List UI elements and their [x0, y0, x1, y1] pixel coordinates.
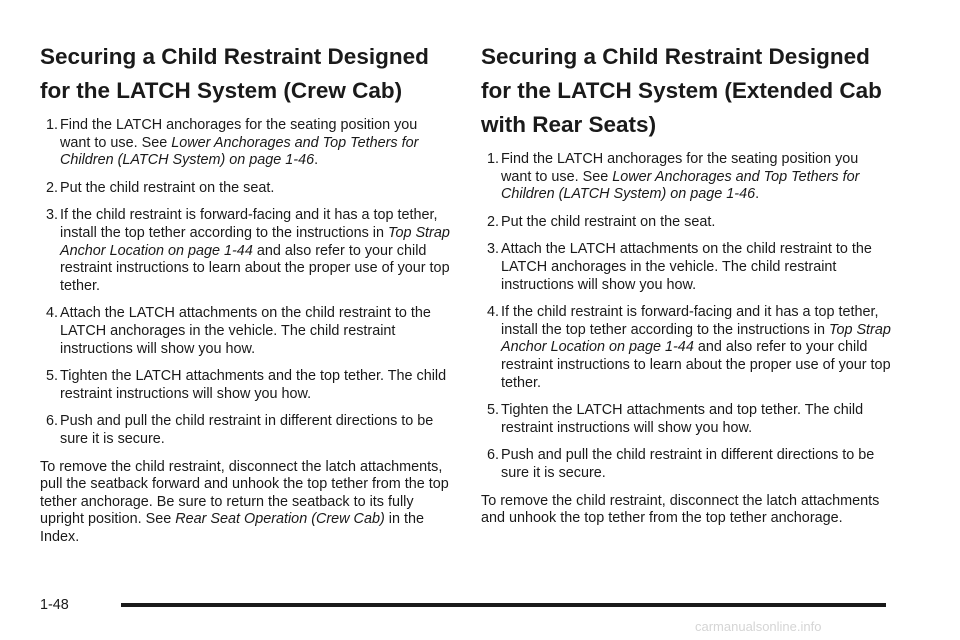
left-closing-paragraph	[40, 459, 450, 547]
left-section-title: Securing a Child Restraint Designed for the LATCH System (Crew Cab)	[40, 44, 429, 103]
step-text: Push and pull the child restraint in different directions to be sure it is secure.	[60, 413, 434, 447]
step-number: 1.	[487, 151, 500, 167]
cross-reference-link[interactable]: Top Strap Anchor Location on page 1-44	[501, 321, 891, 356]
list-item	[481, 447, 891, 482]
step-text-end: .	[314, 152, 319, 169]
right-steps-list	[481, 151, 891, 483]
list-item	[40, 207, 450, 295]
step-text: Find the LATCH anchorages for the seating position you want to use. See	[501, 151, 859, 185]
list-item	[481, 241, 891, 294]
step-text-end: and also refer to your child restraint instructions to learn about the proper use of your top tether.	[60, 242, 450, 294]
step-number: 4.	[46, 305, 59, 322]
step-number: 1.	[46, 117, 59, 133]
cross-reference-link[interactable]: Rear Seat Operation (Crew Cab)	[175, 511, 385, 528]
page-number: 1-48	[40, 597, 69, 613]
step-number: 6.	[46, 413, 59, 430]
step-number: 2.	[487, 213, 500, 230]
right-closing-paragraph	[481, 493, 891, 528]
step-number: 5.	[46, 368, 59, 385]
list-item	[481, 402, 891, 437]
closing-text: To remove the child restraint, disconnect the latch attachments and unhook the top tether from the top tether anchorage.	[481, 492, 880, 527]
step-text: Tighten the LATCH attachments and top tether. The child restraint instructions will show you how.	[501, 402, 864, 436]
step-number: 5.	[487, 402, 500, 419]
list-item	[40, 180, 450, 198]
list-item	[40, 368, 450, 403]
step-text: If the child restraint is forward-facing and it has a top tether, install the top tether according to the instructions in	[501, 304, 879, 338]
left-steps-list	[40, 117, 450, 449]
list-item	[481, 214, 891, 232]
cross-reference-link[interactable]: Top Strap Anchor Location on page 1-44	[60, 224, 450, 259]
list-item	[481, 151, 891, 204]
footer-divider	[121, 603, 886, 607]
right-column	[481, 40, 891, 528]
step-text: Put the child restraint on the seat.	[501, 213, 716, 230]
closing-text-end: in the Index.	[40, 511, 424, 545]
cross-reference-link[interactable]: Lower Anchorages and Top Tethers for Children (LATCH System) on page 1-46	[501, 168, 860, 203]
step-text-end: .	[755, 186, 760, 203]
step-number: 4.	[487, 304, 500, 321]
step-number: 2.	[46, 179, 59, 196]
step-text: Push and pull the child restraint in different directions to be sure it is secure.	[501, 447, 875, 481]
left-column	[40, 40, 450, 546]
closing-text: To remove the child restraint, disconnect the latch attachments, pull the seatback forward and unhook the top tether from the top tether anchorage. Be sure to return the seatback to its fully upright position. See	[40, 458, 449, 528]
step-text: Find the LATCH anchorages for the seating position you want to use. See	[60, 117, 418, 151]
list-item	[481, 304, 891, 392]
step-text: Put the child restraint on the seat.	[60, 179, 275, 196]
watermark: carmanualsonline.info	[695, 619, 822, 634]
step-text: Tighten the LATCH attachments and the top tether. The child restraint instructions will show you how.	[60, 368, 447, 402]
list-item	[40, 413, 450, 448]
step-number: 3.	[487, 241, 500, 258]
right-section-title: Securing a Child Restraint Designed for the LATCH System (Extended Cab with Rear Seats)	[481, 44, 882, 137]
list-item	[40, 117, 450, 170]
list-item	[40, 305, 450, 358]
step-text: If the child restraint is forward-facing and it has a top tether, install the top tether according to the instructions in	[60, 207, 438, 241]
cross-reference-link[interactable]: Lower Anchorages and Top Tethers for Children (LATCH System) on page 1-46	[60, 134, 419, 169]
step-text: Attach the LATCH attachments on the child restraint to the LATCH anchorages in the vehicle. The child restraint instructions will show you how.	[501, 241, 872, 293]
step-text: Attach the LATCH attachments on the child restraint to the LATCH anchorages in the vehicle. The child restraint instructions will show you how.	[60, 305, 431, 357]
step-text-end: and also refer to your child restraint instructions to learn about the proper use of your top tether.	[501, 339, 891, 391]
step-number: 3.	[46, 207, 59, 224]
step-number: 6.	[487, 447, 500, 464]
